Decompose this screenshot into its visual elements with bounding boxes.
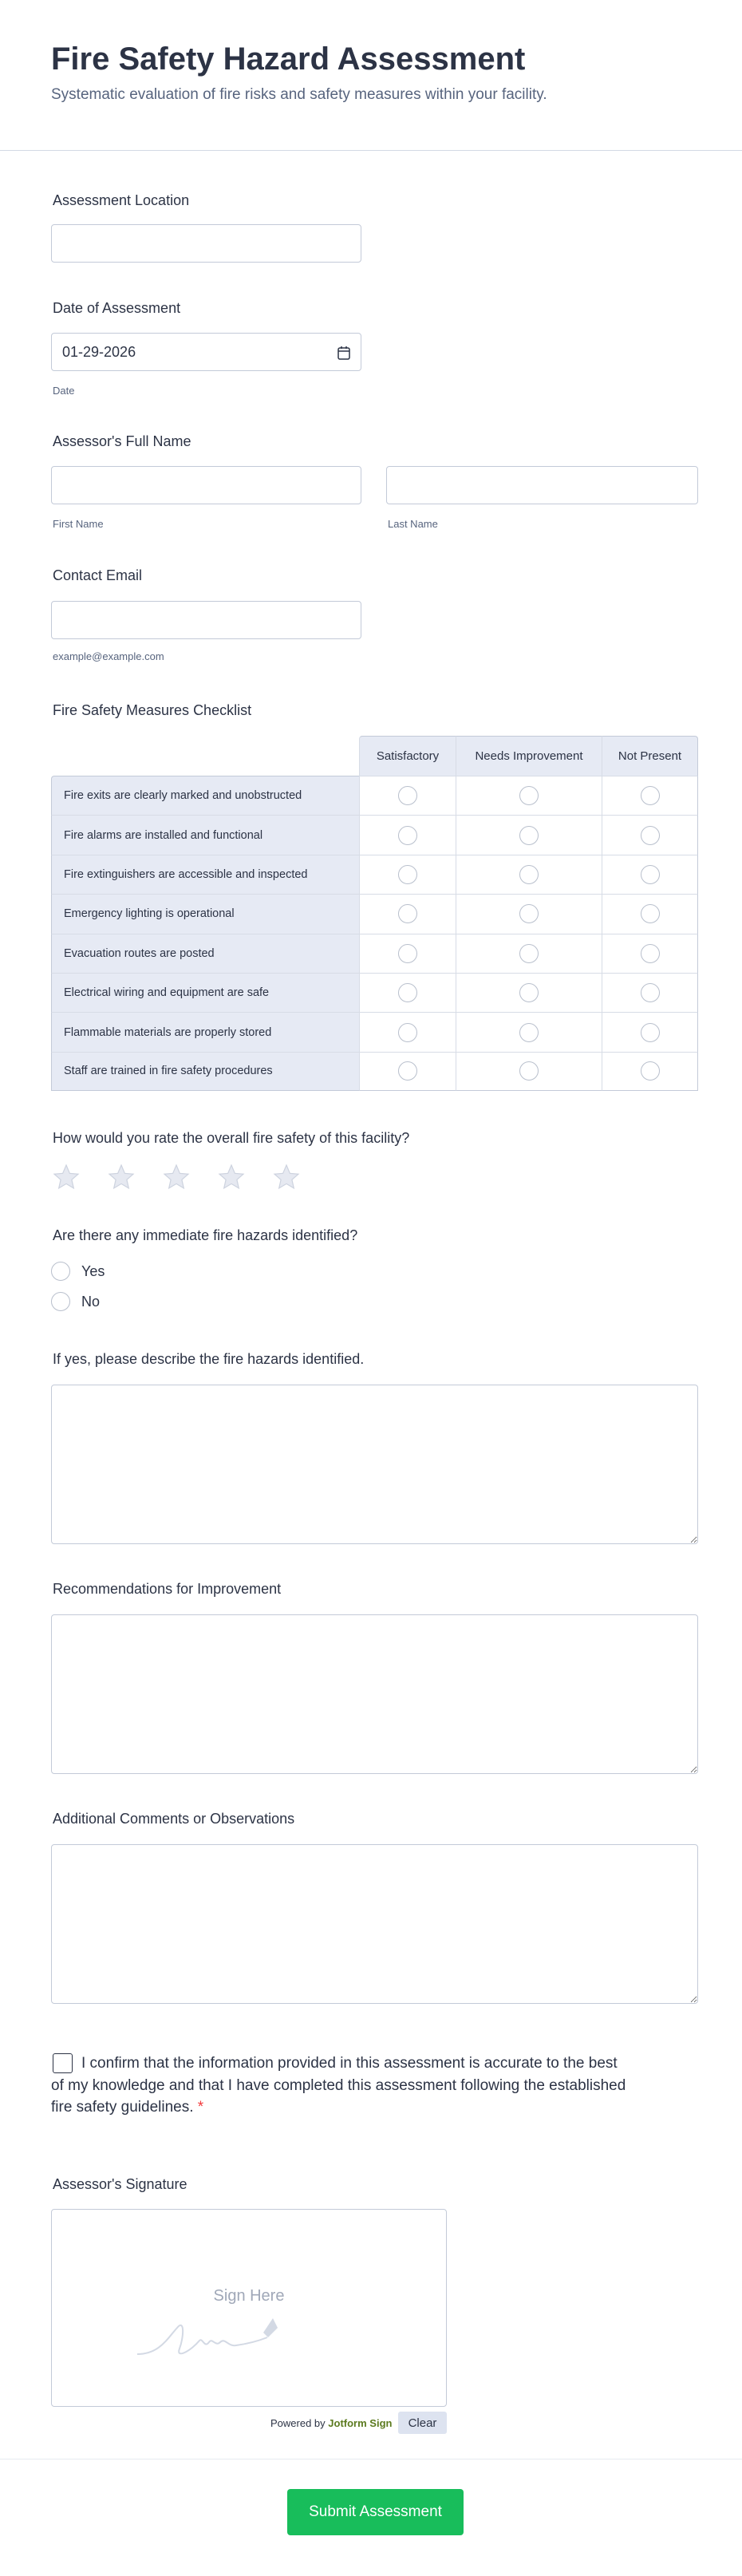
describe-label: If yes, please describe the fire hazards identified.: [53, 1351, 365, 1367]
option-label: No: [81, 1293, 101, 1310]
date-value: 01-29-2026: [62, 344, 136, 360]
matrix-row: [51, 855, 698, 894]
matrix-radio[interactable]: [398, 1061, 417, 1081]
matrix-radio[interactable]: [519, 1061, 539, 1081]
hazards-option-no[interactable]: [51, 1292, 100, 1311]
column-header: Not Present: [602, 736, 698, 776]
matrix-radio[interactable]: [398, 786, 417, 805]
matrix-radio[interactable]: [398, 904, 417, 923]
email-label: Contact Email: [53, 567, 143, 583]
row-label: Fire exits are clearly marked and unobstructed: [51, 776, 359, 815]
row-label: Evacuation routes are posted: [51, 934, 359, 973]
star-icon[interactable]: [216, 1163, 247, 1195]
signature-label: Assessor's Signature: [53, 2176, 187, 2192]
matrix-radio[interactable]: [641, 1023, 660, 1042]
date-sublabel: Date: [53, 385, 75, 397]
recommendations-label: Recommendations for Improvement: [53, 1581, 282, 1597]
clear-signature-button[interactable]: Clear: [398, 2412, 447, 2434]
matrix-cell: [456, 1052, 602, 1091]
matrix-radio[interactable]: [398, 983, 417, 1002]
matrix-cell: [456, 855, 602, 894]
checklist-label: Fire Safety Measures Checklist: [53, 702, 252, 718]
last-name-input[interactable]: [386, 466, 698, 504]
matrix-cell: [359, 894, 456, 933]
matrix-row: [51, 815, 698, 854]
matrix-radio[interactable]: [398, 1023, 417, 1042]
matrix-cell: [602, 1012, 698, 1051]
required-asterisk: *: [197, 2099, 204, 2116]
column-header: Needs Improvement: [456, 736, 602, 776]
recommendations-textarea[interactable]: [51, 1614, 698, 1774]
matrix-radio[interactable]: [519, 1023, 539, 1042]
option-label: Yes: [81, 1262, 105, 1279]
radio-yes[interactable]: [51, 1262, 70, 1281]
matrix-cell: [359, 776, 456, 815]
confirm-text: [51, 2053, 633, 2119]
email-sublabel: example@example.com: [53, 650, 164, 662]
star-icon[interactable]: [271, 1163, 302, 1195]
brand-link: Jotform Sign: [328, 2417, 393, 2429]
matrix-cell: [456, 1012, 602, 1051]
matrix-cell: [456, 894, 602, 933]
date-input[interactable]: [51, 333, 361, 371]
row-label: Fire extinguishers are accessible and inspected: [51, 855, 359, 894]
row-label: Electrical wiring and equipment are safe: [51, 973, 359, 1012]
confirm-statement: I confirm that the information provided in this assessment is accurate to the best of my knowledge and that I have completed this assessment following the established fire safety guidelines.: [51, 2055, 626, 2116]
comments-textarea[interactable]: [51, 1844, 698, 2004]
matrix-cell: [359, 815, 456, 854]
matrix-radio[interactable]: [398, 865, 417, 884]
hazards-option-yes[interactable]: [51, 1262, 105, 1281]
row-label: Flammable materials are properly stored: [51, 1012, 359, 1051]
matrix-radio[interactable]: [519, 786, 539, 805]
calendar-icon[interactable]: [337, 345, 351, 361]
page-subtitle: Systematic evaluation of fire risks and safety measures within your facility.: [51, 86, 547, 103]
matrix-cell: [602, 894, 698, 933]
column-header: Satisfactory: [359, 736, 456, 776]
matrix-radio[interactable]: [641, 983, 660, 1002]
rating-label: How would you rate the overall fire safety of this facility?: [53, 1130, 410, 1146]
matrix-row: [51, 1012, 698, 1051]
matrix-radio[interactable]: [641, 1061, 660, 1081]
matrix-cell: [602, 934, 698, 973]
powered-by-text: Powered by: [270, 2417, 326, 2429]
submit-button[interactable]: Submit Assessment: [287, 2489, 464, 2535]
last-name-sublabel: Last Name: [388, 518, 438, 530]
matrix-cell: [359, 934, 456, 973]
matrix-radio[interactable]: [641, 865, 660, 884]
matrix-row: [51, 776, 698, 815]
signature-scribble-icon: [136, 2310, 279, 2362]
date-label: Date of Assessment: [53, 300, 181, 316]
star-icon[interactable]: [161, 1163, 191, 1195]
matrix-cell: [602, 776, 698, 815]
matrix-row: [51, 973, 698, 1012]
radio-no[interactable]: [51, 1292, 70, 1311]
matrix-radio[interactable]: [398, 944, 417, 963]
first-name-input[interactable]: [51, 466, 361, 504]
star-icon[interactable]: [51, 1163, 81, 1195]
matrix-radio[interactable]: [641, 826, 660, 845]
matrix-radio[interactable]: [641, 944, 660, 963]
matrix-radio[interactable]: [519, 904, 539, 923]
header-divider: [0, 150, 742, 151]
matrix-corner: [51, 736, 359, 776]
powered-by: [270, 2417, 392, 2429]
location-input[interactable]: [51, 224, 361, 263]
matrix-cell: [359, 855, 456, 894]
describe-textarea[interactable]: [51, 1385, 698, 1544]
matrix-cell: [456, 934, 602, 973]
location-label: Assessment Location: [53, 192, 190, 208]
matrix-radio[interactable]: [641, 786, 660, 805]
matrix-radio[interactable]: [519, 865, 539, 884]
matrix-cell: [359, 973, 456, 1012]
matrix-radio[interactable]: [641, 904, 660, 923]
comments-label: Additional Comments or Observations: [53, 1811, 295, 1827]
matrix-cell: [456, 815, 602, 854]
matrix-cell: [602, 855, 698, 894]
matrix-row: [51, 1052, 698, 1091]
matrix-cell: [602, 815, 698, 854]
matrix-cell: [359, 1012, 456, 1051]
matrix-row: [51, 934, 698, 973]
matrix-cell: [602, 973, 698, 1012]
hazards-label: Are there any immediate fire hazards identified?: [53, 1227, 358, 1243]
email-input[interactable]: [51, 601, 361, 639]
matrix-row: [51, 894, 698, 933]
row-label: Staff are trained in fire safety procedures: [51, 1052, 359, 1091]
matrix-radio[interactable]: [519, 826, 539, 845]
star-icon[interactable]: [106, 1163, 136, 1195]
matrix-cell: [456, 973, 602, 1012]
name-label: Assessor's Full Name: [53, 433, 191, 449]
page-title: Fire Safety Hazard Assessment: [51, 41, 526, 77]
first-name-sublabel: First Name: [53, 518, 104, 530]
signature-placeholder: Sign Here: [213, 2287, 285, 2305]
confirm-checkbox[interactable]: [53, 2053, 73, 2073]
row-label: Fire alarms are installed and functional: [51, 815, 359, 854]
row-label: Emergency lighting is operational: [51, 894, 359, 933]
signature-pad[interactable]: [51, 2209, 447, 2407]
checklist-matrix: [51, 736, 698, 1091]
matrix-radio[interactable]: [398, 826, 417, 845]
matrix-cell: [359, 1052, 456, 1091]
matrix-radio[interactable]: [519, 983, 539, 1002]
matrix-cell: [456, 776, 602, 815]
matrix-radio[interactable]: [519, 944, 539, 963]
matrix-cell: [602, 1052, 698, 1091]
